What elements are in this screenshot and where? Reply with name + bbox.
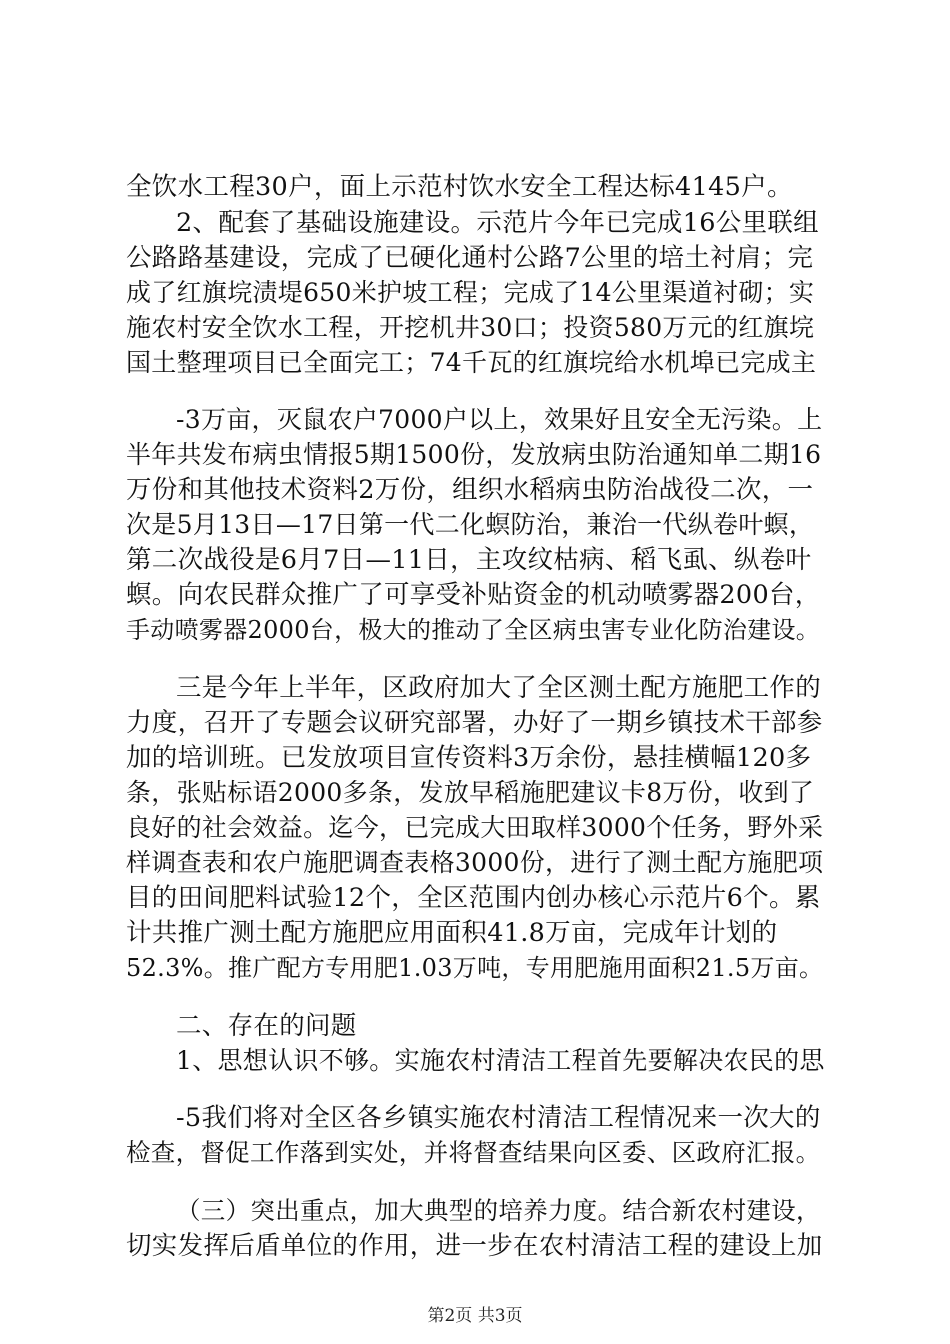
text-line: 目的田间肥料试验12个，全区范围内创办核心示范片6个。累: [126, 883, 821, 913]
text-line: 2、配套了基础设施建设。示范片今年已完成16公里联组: [176, 208, 819, 238]
text-line: 半年共发布病虫情报5期1500份，发放病虫防治通知单二期16: [126, 440, 822, 469]
text-line: 计共推广测土配方施肥应用面积41.8万亩，完成年计划的: [126, 918, 778, 948]
text-line: 力度，召开了专题会议研究部署，办好了一期乡镇技术干部参: [126, 708, 823, 738]
section-heading: 二、存在的问题: [176, 1011, 357, 1041]
text-line: 第二次战役是6月7日—11日，主攻纹枯病、稻飞虱、纵卷叶: [126, 545, 812, 575]
text-line: 全饮水工程30户，面上示范村饮水安全工程达标4145户。: [126, 172, 793, 202]
text-line: -3万亩，灭鼠农户7000户以上，效果好且安全无污染。上: [176, 405, 823, 434]
text-line: 成了红旗垸渍堤650米护坡工程；完成了14公里渠道衬砌；实: [126, 278, 815, 307]
text-line: 国土整理项目已全面完工；74千瓦的红旗垸给水机埠已完成主: [126, 348, 817, 377]
text-line: 1、思想认识不够。实施农村清洁工程首先要解决农民的思: [176, 1046, 825, 1075]
text-line: 检查，督促工作落到实处，并将督查结果向区委、区政府汇报。: [126, 1138, 821, 1167]
page-footer: 第2页 共3页: [427, 1306, 523, 1326]
text-line: 切实发挥后盾单位的作用，进一步在农村清洁工程的建设上加: [126, 1231, 823, 1261]
text-line: 次是5月13日—17日第一代二化螟防治，兼治一代纵卷叶螟，: [126, 510, 815, 539]
text-line: -5我们将对全区各乡镇实施农村清洁工程情况来一次大的: [176, 1103, 821, 1133]
text-line: 52.3%。推广配方专用肥1.03万吨，专用肥施用面积21.5万亩。: [126, 954, 824, 982]
text-line: 手动喷雾器2000台，极大的推动了全区病虫害专业化防治建设。: [126, 616, 821, 644]
text-line: 样调查表和农户施肥调查表格3000份，进行了测土配方施肥项: [126, 848, 824, 877]
text-line: 公路路基建设，完成了已硬化通村公路7公里的培土衬肩；完: [126, 243, 814, 273]
text-line: 加的培训班。已发放项目宣传资料3万余份，悬挂横幅120多: [126, 743, 812, 773]
text-line: 条，张贴标语2000多条，发放早稻施肥建议卡8万份，收到了: [126, 778, 815, 807]
text-line: （三）突出重点，加大典型的培养力度。结合新农村建设，: [176, 1196, 821, 1225]
text-line: 施农村安全饮水工程，开挖机井30口；投资580万元的红旗垸: [126, 313, 815, 342]
text-line: 螟。向农民群众推广了可享受补贴资金的机动喷雾器200台，: [126, 580, 821, 610]
text-line: 良好的社会效益。迄今，已完成大田取样3000个任务，野外采: [126, 813, 824, 842]
text-line: 三是今年上半年，区政府加大了全区测土配方施肥工作的: [176, 673, 822, 703]
text-line: 万份和其他技术资料2万份，组织水稻病虫防治战役二次，一: [126, 475, 814, 505]
